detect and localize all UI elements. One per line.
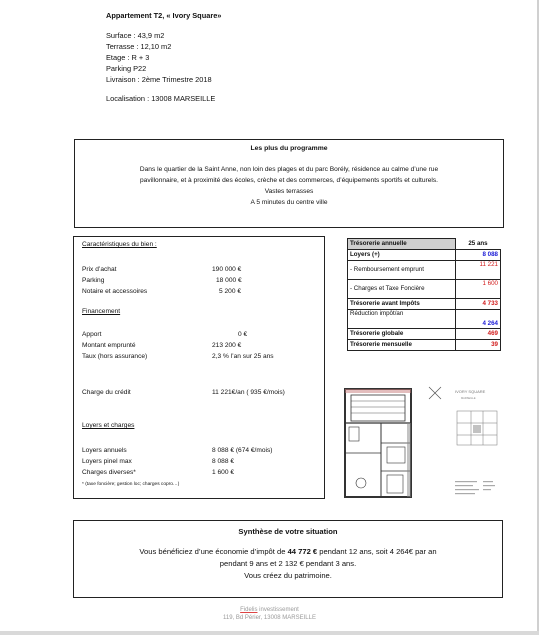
parking-label: Parking (82, 277, 105, 284)
pinel-value: 8 088 € (212, 458, 234, 465)
loyers-annuels-label: Loyers annuels (82, 447, 127, 454)
table-row (348, 340, 501, 351)
mensuelle-row-label: Trésorerie mensuelle (348, 340, 456, 351)
credit-label: Charge du crédit (82, 389, 131, 396)
globale-row-value: 469 (456, 329, 501, 340)
charges-row-label: - Charges et Taxe Foncière (348, 280, 456, 299)
synthese-line-2: pendant 9 ans et 2 132 € pendant 3 ans. (219, 559, 357, 568)
loyers-row-value: 8 088 (456, 250, 501, 261)
table-row (348, 310, 501, 329)
remboursement-row-value: 11 221 (456, 261, 501, 280)
loyers-heading: Loyers et charges (82, 422, 135, 429)
remboursement-row-label: - Remboursement emprunt (348, 261, 456, 280)
caracteristiques-heading: Caractéristiques du bien : (82, 241, 157, 248)
table-row (348, 280, 501, 299)
spec-terrasse: Terrasse : 12,10 m2 (106, 42, 172, 51)
globale-row-label: Trésorerie globale (348, 329, 456, 340)
emprunt-label: Montant emprunté (82, 342, 136, 349)
apport-label: Apport (82, 331, 102, 338)
tresorerie-header-label: Trésorerie annuelle (348, 239, 456, 250)
programme-heading: Les plus du programme (250, 145, 328, 152)
reduction-row-label: Réduction impôt/an (348, 310, 456, 329)
programme-box (74, 139, 504, 228)
avant-impots-row-value: 4 733 (456, 299, 501, 310)
apport-value: 0 € (238, 331, 248, 338)
tresorerie-header-value: 25 ans (456, 239, 501, 250)
table-row (348, 250, 501, 261)
caracteristiques-box (73, 236, 325, 499)
footer-address: 119, Bd Périer, 13008 MARSEILLE (223, 615, 316, 621)
notaire-label: Notaire et accessoires (82, 288, 148, 295)
table-row (348, 239, 501, 250)
charges-label: Charges diverses* (82, 469, 136, 476)
programme-line: pavillonnaire, et à proximité des écoles, crèche et des commerces, d’équipements sportifs et culturels. (140, 177, 438, 184)
spec-livraison: Livraison : 2ème Trimestre 2018 (106, 75, 212, 84)
charges-footnote: * (taxe foncière; gestion loc; charges copro…) (82, 482, 180, 487)
synthese-heading: Synthèse de votre situation (238, 527, 338, 536)
tax-saving-amount: 44 772 € (287, 547, 318, 556)
synthese-box (73, 520, 503, 598)
parking-value: 18 000 € (216, 277, 242, 284)
property-header (106, 10, 221, 104)
plan-sublabel: MARSEILLE (461, 397, 476, 400)
loyers-row-label: Loyers (+) (348, 250, 456, 261)
spec-etage: Etage : R + 3 (106, 53, 150, 62)
spec-parking: Parking P22 (106, 64, 147, 73)
programme-line: Dans le quartier de la Saint Anne, non loin des plages et du parc Borély, résidence au calme d’une rue (139, 166, 439, 173)
taux-value: 2,3 % l’an sur 25 ans (212, 353, 274, 360)
financement-heading: Financement (82, 308, 121, 315)
table-row (348, 299, 501, 310)
synthese-line-1-post: pendant 12 ans, soit 4 264€ par an (317, 547, 437, 556)
loyers-annuels-value: 8 088 € (674 €/mois) (212, 447, 273, 454)
floor-plan-drawing (341, 383, 501, 505)
notaire-value: 5 200 € (219, 288, 241, 295)
synthese-line-1-pre: Vous bénéficiez d’une économie d’impôt de (139, 547, 288, 556)
plan-label: IVORY SQUARE (455, 389, 486, 394)
page-bottom-bar (0, 631, 539, 635)
floor-plan-image (341, 383, 501, 505)
reduction-row-value: 4 264 (456, 310, 501, 329)
credit-value: 11 221€/an ( 935 €/mois) (212, 389, 285, 396)
mensuelle-row-value: 39 (456, 340, 501, 351)
table-row (348, 261, 501, 280)
synthese-line-3: Vous créez du patrimoine. (244, 571, 332, 580)
charges-row-value: 1 600 (456, 280, 501, 299)
avant-impots-row-label: Trésorerie avant Impôts (348, 299, 456, 310)
programme-line: A 5 minutes du centre ville (250, 199, 328, 206)
spec-surface: Surface : 43,9 m2 (106, 31, 165, 40)
tresorerie-table (347, 238, 501, 351)
brand-name: Fidelis (240, 607, 258, 613)
prix-achat-value: 190 000 € (212, 266, 242, 273)
programme-line: Vastes terrasses (264, 188, 314, 195)
footer-brand (0, 607, 539, 613)
charges-value: 1 600 € (212, 469, 234, 476)
brand-suffix: investissement (257, 607, 299, 613)
pinel-label: Loyers pinel max (82, 458, 132, 465)
taux-label: Taux (hors assurance) (82, 353, 148, 360)
synthese-line-1 (74, 546, 502, 558)
spec-localisation: Localisation : 13008 MARSEILLE (106, 94, 216, 103)
emprunt-value: 213 200 € (212, 342, 242, 349)
prix-achat-label: Prix d’achat (82, 266, 117, 273)
table-row (348, 329, 501, 340)
property-title: Appartement T2, « Ivory Square» (106, 11, 222, 20)
